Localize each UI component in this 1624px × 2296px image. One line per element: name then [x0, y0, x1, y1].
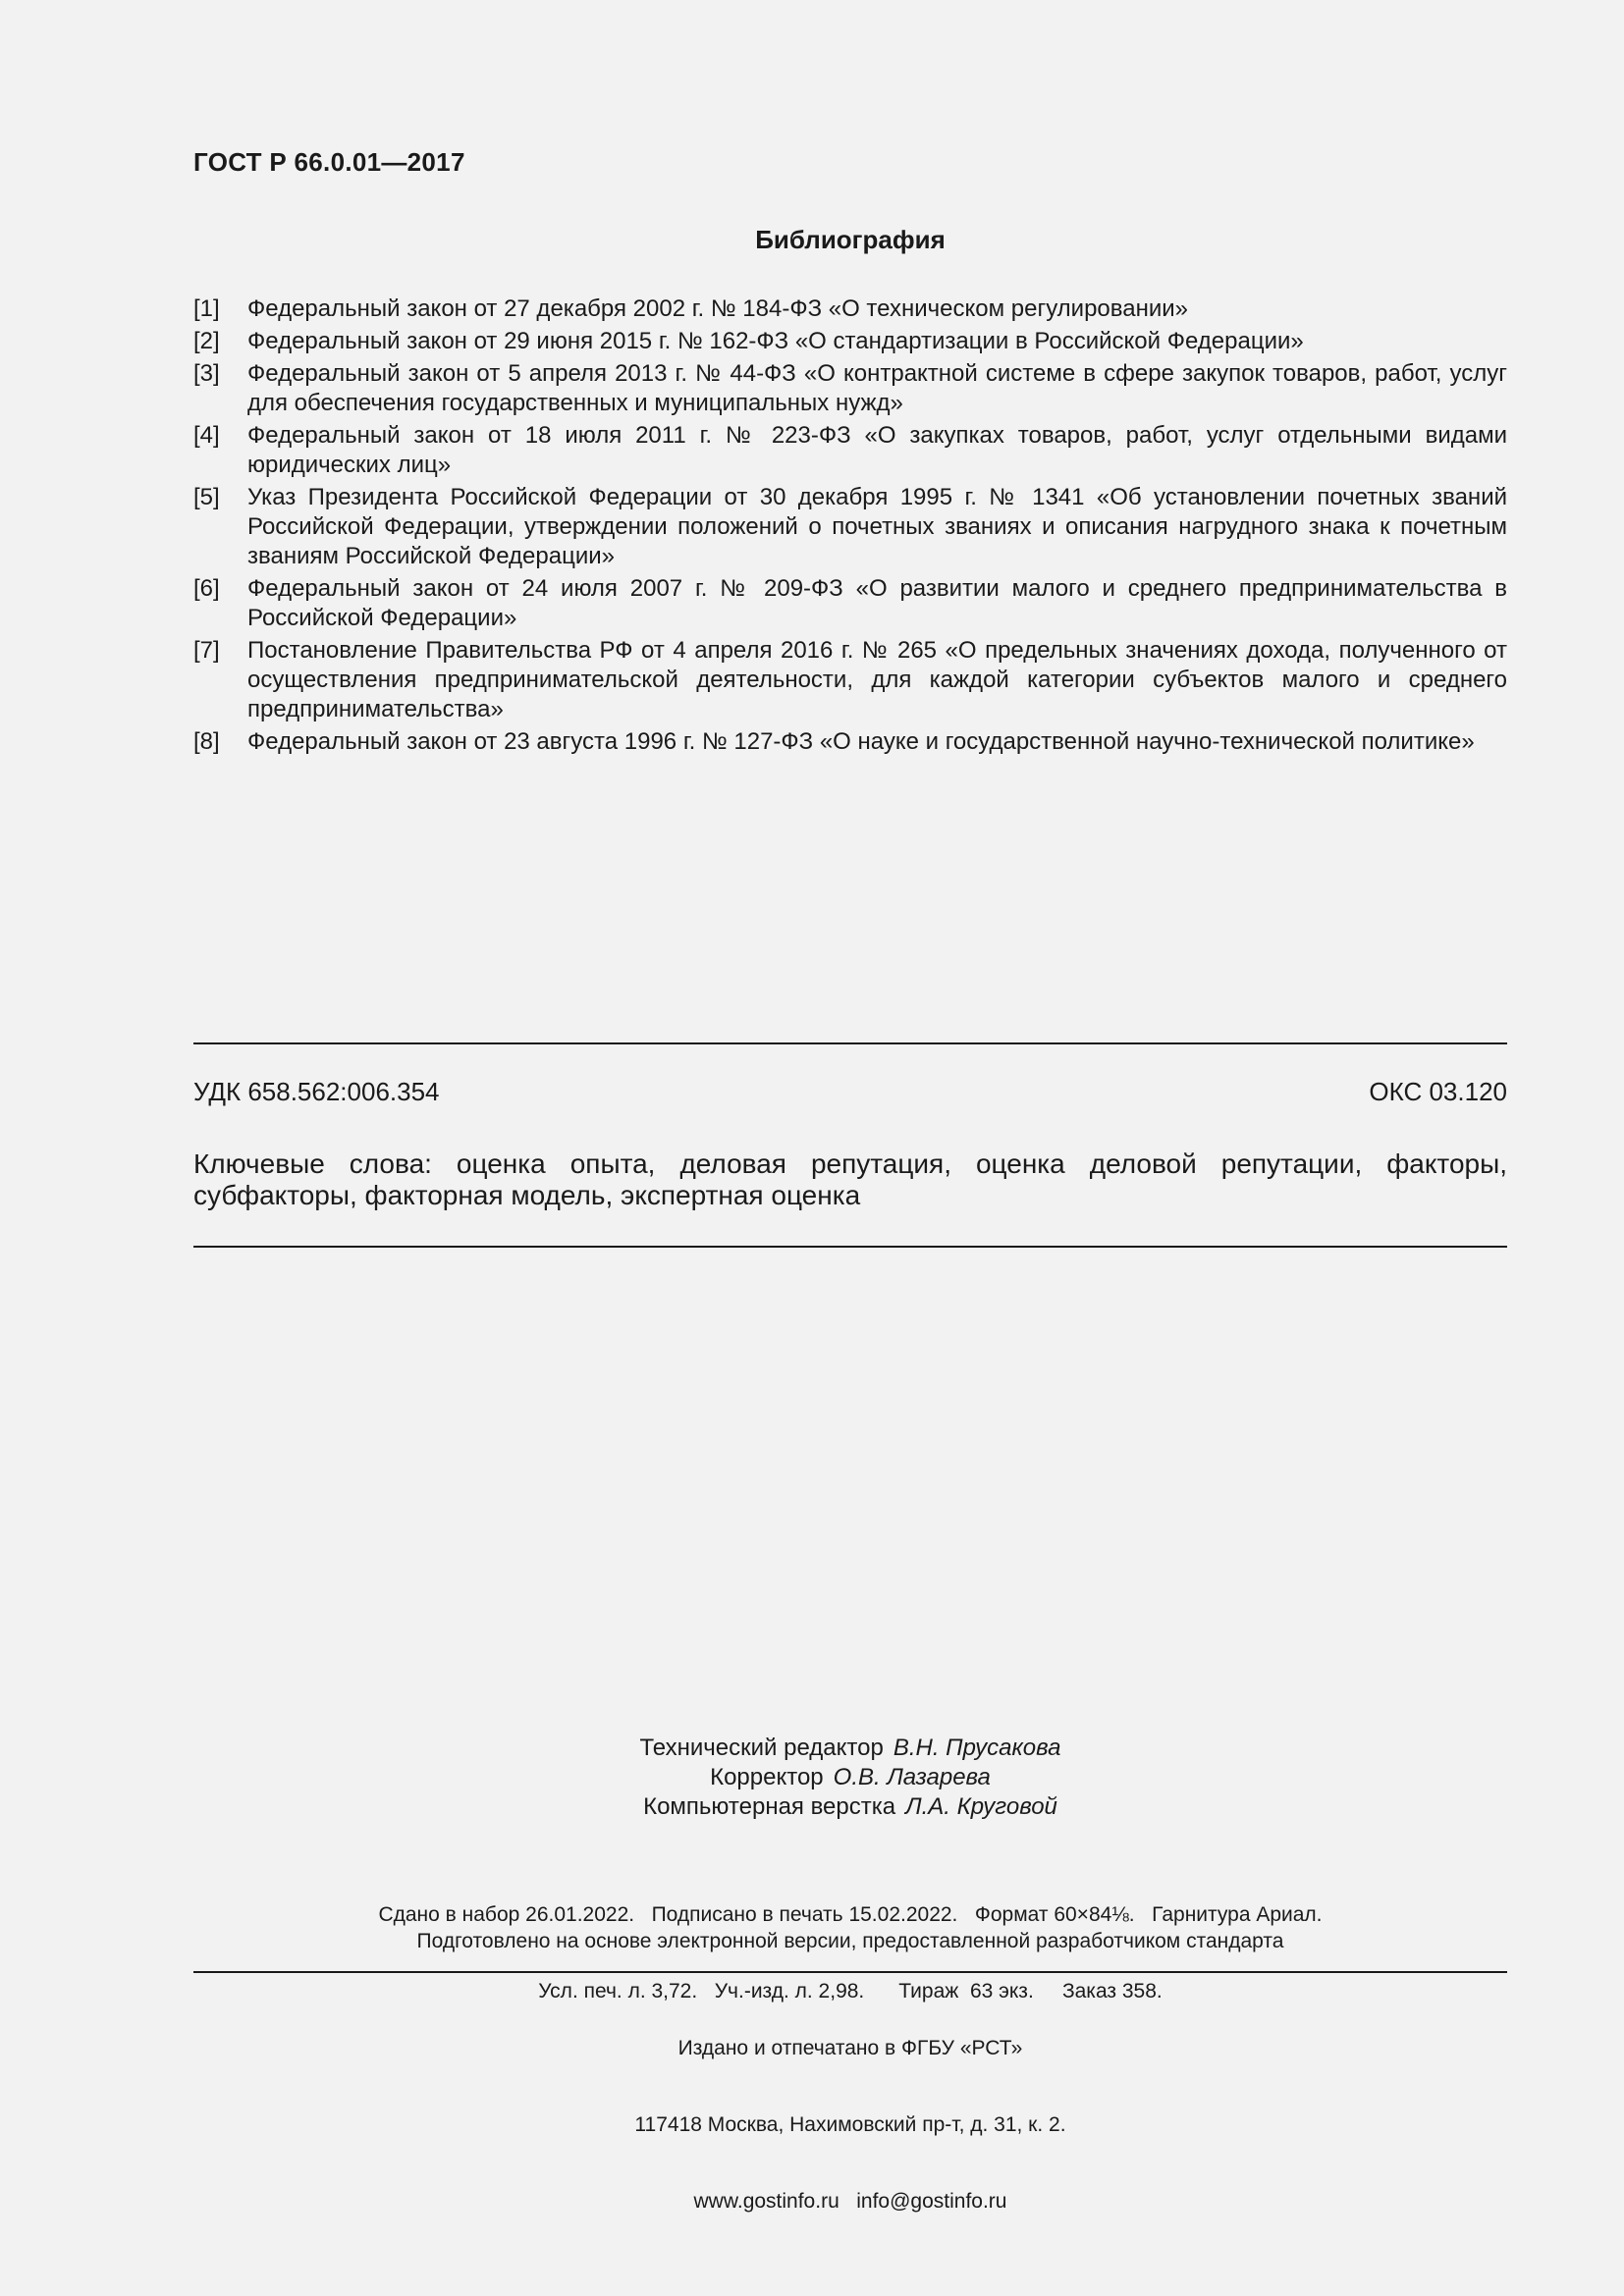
prepared-note: Подготовлено на основе электронной версии, предоставленной разработчиком стандарта [416, 1930, 1284, 1952]
bibliography-item [193, 727, 1507, 757]
bibliography-item [193, 327, 1507, 356]
keywords: Ключевые слова: оценка опыта, деловая репутация, оценка деловой репутации, факторы, субфакторы, факторная модель, экспертная оценка [193, 1148, 1507, 1210]
divider-publisher [193, 1971, 1507, 1973]
bibliography-item-text: Федеральный закон от 5 апреля 2013 г. № 44-ФЗ «О контрактной системе в сфере закупок товаров, работ, услуг для обеспечения государственных и муниципальных нужд» [247, 360, 1507, 416]
oks-code: ОКС 03.120 [1369, 1077, 1507, 1106]
bibliography-item-text: Федеральный закон от 18 июля 2011 г. № 223-ФЗ «О закупках товаров, работ, услуг отдельными видами юридических лиц» [247, 422, 1507, 478]
bibliography-item-text: Федеральный закон от 29 июня 2015 г. № 162-ФЗ «О стандартизации в Российской Федерации» [247, 328, 1304, 354]
print-info-line: Усл. печ. л. 3,72. Уч.-изд. л. 2,98. Тираж 63 экз. Заказ 358. [538, 1980, 1163, 2002]
bibliography-item [193, 483, 1507, 571]
staff-role: Технический редактор [639, 1735, 884, 1761]
bibliography-item-number: [6] [193, 575, 220, 602]
staff-name: В.Н. Прусакова [893, 1735, 1061, 1761]
staff-line [193, 1792, 1507, 1822]
publisher-address: 117418 Москва, Нахимовский пр-т, д. 31, к. 2. [634, 2113, 1066, 2136]
print-info-line: Сдано в набор 26.01.2022. Подписано в печать 15.02.2022. Формат 60×84⅛. Гарнитура Ариал. [378, 1903, 1323, 1926]
staff-name: Л.А. Круговой [905, 1793, 1057, 1820]
staff-credits [193, 1734, 1507, 1822]
bibliography-item-number: [7] [193, 637, 220, 664]
bibliography-item-number: [5] [193, 484, 220, 510]
bibliography-list [193, 294, 1507, 760]
bibliography-item-text: Федеральный закон от 24 июля 2007 г. № 209-ФЗ «О развитии малого и среднего предпринимательства в Российской Федерации» [247, 575, 1507, 631]
bibliography-title: Библиография [755, 225, 946, 254]
bibliography-item-text: Постановление Правительства РФ от 4 апреля 2016 г. № 265 «О предельных значениях дохода, полученного от осуществления предпринимательской деятельности, для каждой категории субъектов малого и среднего предпринимательства» [247, 637, 1507, 722]
bibliography-item-number: [4] [193, 422, 220, 449]
bibliography-item-text: Федеральный закон от 23 августа 1996 г. № 127-ФЗ «О науке и государственной научно-технической политике» [247, 728, 1475, 755]
bibliography-item [193, 636, 1507, 724]
bibliography-item-text: Федеральный закон от 27 декабря 2002 г. № 184-ФЗ «О техническом регулировании» [247, 295, 1189, 322]
publisher-line: Издано и отпечатано в ФГБУ «РСТ» [677, 2037, 1023, 2059]
publisher-contacts: www.gostinfo.ru info@gostinfo.ru [693, 2190, 1007, 2213]
divider-top [193, 1042, 1507, 1044]
staff-line [193, 1763, 1507, 1792]
staff-name: О.В. Лазарева [833, 1764, 991, 1790]
publisher-info [193, 1985, 1507, 2240]
bibliography-item [193, 574, 1507, 633]
staff-role: Компьютерная верстка [643, 1793, 896, 1820]
classification-row [193, 1077, 1507, 1107]
udc-code: УДК 658.562:006.354 [193, 1077, 440, 1106]
bibliography-item-number: [8] [193, 728, 220, 755]
bibliography-item [193, 359, 1507, 418]
divider-bottom [193, 1246, 1507, 1248]
bibliography-item-number: [1] [193, 295, 220, 322]
bibliography-item-number: [2] [193, 328, 220, 354]
staff-line [193, 1734, 1507, 1763]
bibliography-item [193, 294, 1507, 324]
bibliography-item-text: Указ Президента Российской Федерации от 30 декабря 1995 г. № 1341 «Об установлении почетных званий Российской Федерации, утверждении положений о почетных званиях и описания нагрудного знака к почетным званиям Российской Федерации» [247, 484, 1507, 569]
document-number: ГОСТ Р 66.0.01—2017 [193, 147, 465, 177]
staff-role: Корректор [710, 1764, 824, 1790]
bibliography-item [193, 421, 1507, 480]
bibliography-item-number: [3] [193, 360, 220, 387]
